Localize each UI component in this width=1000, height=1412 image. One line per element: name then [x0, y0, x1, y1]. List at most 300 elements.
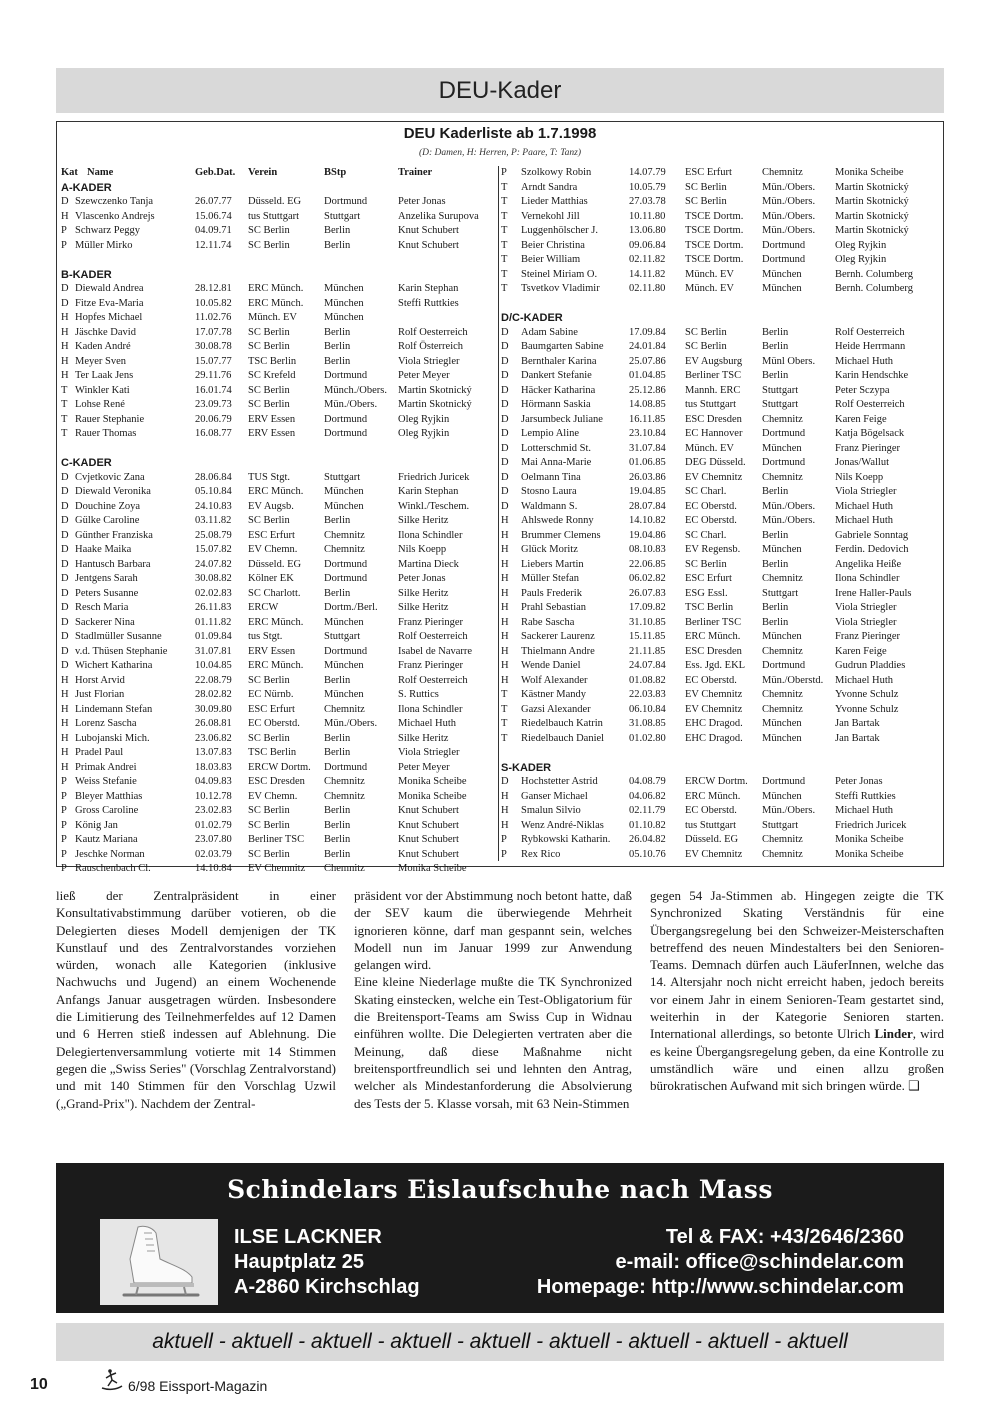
cell-birthdate: 17.07.78 — [195, 326, 232, 338]
table-row — [501, 848, 941, 863]
cell-club: ERC Münch. — [248, 283, 304, 294]
cell-club: TSC Berlin — [248, 747, 297, 758]
cell-kat: H — [501, 819, 509, 831]
cell-trainer: Viola Striegler — [398, 747, 460, 758]
table-row — [61, 471, 499, 486]
cell-name: Lotterschmid St. — [521, 442, 591, 454]
cell-club: EC Oberstd. — [685, 674, 737, 686]
cell-base: München — [762, 732, 802, 744]
cell-base: Mün./Obers. — [762, 515, 816, 526]
cell-name: Häcker Katharina — [521, 384, 596, 396]
article-text-1: ließ der Zentralpräsident in einer Konsultativabstimmung darüber votieren, ob die Delegierten dieses Modell demjenigen der TK Kunstlauf und des Zentralvorstandes vorziehen würden, wonach alle Kategorien (inklusive Nachwuchs und Jugend) an einem Wochenende Anfangs Januar ausgetragen würden. Insbesondere die Limitierung des Teilnehmerfeldes auf 12 Damen und 6 Herren stieß indessen auf Ablehnung. Die Delegiertenversammlung votierte mit 14 Stimmen gegen die „Swiss Series" (Vorschlag Zentralvorstand) und mit 140 Stimmen für den Vorschlag Uzwil („Grand-Prix"). Nachdem der Zentral- — [56, 888, 336, 1111]
table-row — [61, 529, 499, 544]
cell-name: Wende Daniel — [521, 660, 581, 671]
cell-club: ESC Erfurt — [248, 529, 295, 541]
cell-birthdate: 14.07.79 — [629, 167, 666, 178]
ad-email[interactable]: e-mail: office@schindelar.com — [615, 1251, 904, 1273]
cell-birthdate: 15.07.82 — [195, 544, 232, 555]
cell-kat: D — [501, 428, 509, 439]
cell-birthdate: 21.11.85 — [629, 645, 666, 657]
cell-birthdate: 16.01.74 — [195, 384, 232, 396]
cell-birthdate: 22.03.83 — [629, 689, 666, 700]
cell-birthdate: 14.11.82 — [629, 268, 666, 280]
table-row — [501, 587, 941, 602]
cell-trainer: Peter Jonas — [398, 573, 446, 584]
cell-base: Berlin — [324, 747, 351, 758]
cell-birthdate: 05.10.76 — [629, 848, 666, 860]
cell-name: Haake Maika — [75, 544, 132, 555]
cell-trainer: Oleg Ryjkin — [398, 428, 450, 439]
cell-trainer: S. Ruttics — [398, 689, 439, 700]
cell-club: SC Charl. — [685, 529, 727, 541]
table-row — [61, 500, 499, 515]
cell-kat: T — [501, 196, 508, 207]
table-title: DEU Kaderliste ab 1.7.1998 — [403, 125, 597, 142]
cell-kat: T — [501, 254, 508, 265]
cell-kat: T — [501, 268, 508, 280]
cell-kat: T — [501, 718, 508, 729]
cell-club: EV Chemnitz — [248, 863, 306, 874]
cell-name: Diewald Veronika — [75, 486, 151, 497]
article-text-2b: Eine kleine Niederlage mußte die TK Synchronized Skating einstecken, welche ein Test-Obligatorium für die Breitensport-Teams am Swiss Cup in Widnau einführen wollte. Die Delegierten vertraten aber die Meinung, daß diese Maßnahme nicht breitensportfreundlich sei und lehnten den Antrag, welcher als Mindestanforderung die Absolvierung des Tests der 5. Klasse vorsah, mit 63 Nein-Stimmen — [354, 974, 632, 1111]
cell-birthdate: 20.06.79 — [195, 413, 232, 425]
cell-trainer: Martin Skotnický — [398, 399, 472, 410]
cell-club: Münch. EV — [685, 442, 734, 454]
cell-club: Münch. EV — [685, 268, 734, 280]
table-row — [61, 717, 499, 732]
cell-trainer: Ferdin. Dedovich — [835, 544, 909, 555]
kader-table — [56, 121, 944, 874]
cell-trainer: Karen Feige — [835, 645, 887, 657]
cell-club: EC Hannover — [685, 428, 743, 439]
cell-club: SC Berlin — [248, 384, 290, 396]
cell-kat: H — [61, 761, 69, 773]
cell-kat: D — [501, 326, 509, 338]
cell-birthdate: 19.04.86 — [629, 529, 666, 541]
cell-name: Müller Mirko — [75, 239, 133, 251]
cell-club: ESG Essl. — [685, 587, 728, 599]
table-row — [501, 442, 941, 457]
cell-name: Vernekohl Jill — [521, 210, 580, 222]
cell-base: Dortmund — [762, 660, 806, 671]
cell-club: tus Stuttgart — [248, 210, 300, 222]
cell-name: Hopfes Michael — [75, 312, 143, 323]
cell-kat: H — [501, 558, 509, 570]
table-row — [501, 195, 941, 210]
cell-birthdate: 02.03.79 — [195, 848, 232, 860]
skater-logo-icon — [98, 1368, 124, 1394]
cell-name: Jentgens Sarah — [75, 573, 138, 584]
cell-club: EHC Dragod. — [685, 718, 743, 729]
cell-birthdate: 10.05.79 — [629, 181, 666, 193]
cell-birthdate: 31.10.85 — [629, 616, 666, 628]
cell-birthdate: 23.09.73 — [195, 399, 232, 410]
cell-trainer: Franz Pieringer — [835, 442, 901, 454]
section-banner — [56, 68, 944, 113]
table-row — [61, 645, 499, 660]
cell-birthdate: 22.08.79 — [195, 674, 232, 686]
cell-club: EHC Dragod. — [685, 732, 743, 744]
cell-name: Hochstetter Astrid — [521, 776, 598, 787]
ad-homepage[interactable]: Homepage: http://www.schindelar.com — [536, 1276, 904, 1298]
cell-kat: D — [61, 500, 69, 512]
table-row — [61, 413, 499, 428]
cell-birthdate: 24.07.84 — [629, 660, 666, 671]
cell-name: Dankert Stefanie — [521, 370, 592, 381]
cell-birthdate: 10.11.80 — [629, 210, 666, 222]
cell-base: Dortmund — [762, 428, 806, 439]
table-row — [501, 572, 941, 587]
table-row — [501, 456, 941, 471]
cell-base: München — [324, 312, 364, 323]
cell-base: Stuttgart — [324, 210, 361, 222]
cell-base: Chemnitz — [762, 848, 803, 860]
cell-trainer: Monika Scheibe — [398, 790, 467, 802]
cell-trainer: Rolf Oesterreich — [398, 674, 468, 686]
cell-name: Ahlswede Ronny — [521, 515, 594, 526]
table-row — [501, 355, 941, 370]
cell-kat: H — [501, 631, 509, 642]
cell-base: München — [324, 283, 364, 294]
table-row — [61, 369, 499, 384]
cell-club: ERV Essen — [248, 428, 296, 439]
cell-trainer: Martin Skotnický — [835, 210, 909, 222]
cell-birthdate: 02.11.79 — [629, 805, 666, 816]
cell-base: München — [324, 689, 364, 700]
cell-trainer: Franz Pieringer — [398, 616, 464, 628]
cell-birthdate: 10.12.78 — [195, 790, 232, 802]
cell-base: Chemnitz — [762, 573, 803, 584]
cell-kat: T — [61, 413, 68, 425]
cell-name: Thielmann Andre — [521, 645, 595, 657]
cell-birthdate: 24.01.84 — [629, 341, 666, 352]
table-row — [501, 268, 941, 283]
table-row — [501, 659, 941, 674]
section-heading: D/C-KADER — [501, 312, 563, 324]
cell-trainer: Katja Bögelsack — [835, 428, 905, 439]
cell-birthdate: 02.02.83 — [195, 587, 232, 599]
cell-club: EV Chemn. — [248, 790, 298, 802]
cell-trainer: Winkl./Teschem. — [398, 500, 470, 512]
cell-trainer: Michael Huth — [835, 355, 894, 367]
cell-birthdate: 17.09.82 — [629, 602, 666, 613]
cell-birthdate: 26.07.77 — [195, 196, 232, 207]
cell-birthdate: 29.11.76 — [195, 370, 232, 381]
cell-trainer: Bernh. Columberg — [835, 283, 913, 294]
table-row — [61, 819, 499, 834]
cell-base: Dortmund — [762, 457, 806, 468]
cell-club: EV Regensb. — [685, 544, 741, 555]
cell-trainer: Rolf Oesterreich — [835, 326, 905, 338]
cell-name: Rauer Stephanie — [75, 413, 145, 425]
cell-name: Stosno Laura — [521, 486, 577, 497]
cell-birthdate: 14.08.85 — [629, 399, 666, 410]
cell-club: ERC Münch. — [685, 790, 741, 802]
cell-name: Resch Maria — [75, 602, 129, 613]
cell-name: Winkler Kati — [75, 384, 130, 396]
cell-base: Berlin — [324, 225, 351, 236]
ad-street: Hauptplatz 25 — [234, 1251, 365, 1273]
cell-trainer: Martin Skotnický — [835, 196, 909, 207]
cell-base: München — [762, 442, 802, 454]
cell-base: Dortmund — [762, 254, 806, 265]
cell-base: Mün./Obers. — [324, 718, 378, 729]
cell-name: Rauer Thomas — [75, 428, 137, 439]
cell-birthdate: 10.05.82 — [195, 297, 232, 309]
section-heading: C-KADER — [61, 457, 112, 469]
cell-club: TSCE Dortm. — [685, 225, 744, 236]
cell-birthdate: 01.04.85 — [629, 370, 666, 381]
cell-birthdate: 28.02.82 — [195, 689, 232, 700]
cell-trainer: Monika Scheibe — [398, 776, 467, 787]
cell-name: Kautz Mariana — [75, 834, 138, 845]
ad-title: Schindelars Eislaufschuhe nach Mass — [227, 1175, 773, 1204]
cell-kat: T — [501, 703, 508, 715]
cell-birthdate: 02.11.80 — [629, 283, 666, 294]
cell-name: Beier Christina — [521, 239, 585, 251]
cell-birthdate: 05.10.84 — [195, 486, 232, 497]
cell-kat: D — [61, 602, 69, 613]
cell-name: Tsvetkov Vladimir — [521, 283, 600, 294]
cell-trainer: Knut Schubert — [398, 819, 459, 831]
ad-contact — [537, 1225, 904, 1300]
aktuell-banner: aktuell - aktuell - aktuell - aktuell - aktuell - aktuell - aktuell - aktuell - aktuell — [56, 1323, 944, 1361]
cell-kat: D — [61, 486, 69, 497]
cell-base: Mün./Obers. — [762, 805, 816, 816]
cell-club: SC Berlin — [248, 341, 290, 352]
cell-club: TSCE Dortm. — [685, 239, 744, 251]
cell-birthdate: 13.07.83 — [195, 747, 232, 758]
cell-trainer: Anzelika Surupova — [398, 210, 479, 222]
cell-trainer: Peter Jonas — [835, 776, 883, 787]
cell-base: Berlin — [762, 370, 789, 381]
cell-name: Jarsumbeck Juliane — [521, 413, 603, 425]
cell-base: Berlin — [324, 355, 351, 367]
cell-name: Waldmann S. — [521, 500, 578, 512]
cell-club: ERC Münch. — [248, 616, 304, 628]
cell-kat: T — [501, 181, 508, 193]
table-row — [61, 355, 499, 370]
cell-trainer: Yvonne Schulz — [835, 689, 899, 700]
cell-club: TUS Stgt. — [248, 471, 291, 483]
table-row — [61, 572, 499, 587]
cell-club: SC Berlin — [685, 558, 727, 570]
cell-club: ESC Dresden — [685, 645, 742, 657]
cell-kat: D — [61, 558, 69, 570]
cell-kat: D — [61, 616, 69, 628]
cell-birthdate: 22.06.85 — [629, 558, 666, 570]
cell-name: Steinel Miriam O. — [521, 268, 598, 280]
cell-club: SC Berlin — [685, 181, 727, 193]
cell-base: Chemnitz — [324, 776, 365, 787]
cell-club: SC Berlin — [685, 341, 727, 352]
cell-base: München — [762, 790, 802, 802]
cell-club: EC Oberstd. — [685, 805, 737, 816]
cell-name: Smalun Silvio — [521, 805, 581, 816]
table-row — [61, 761, 499, 776]
cell-kat: T — [501, 225, 508, 236]
cell-base: Mün./Oberstd. — [762, 674, 824, 686]
cell-name: Meyer Sven — [75, 355, 127, 367]
cell-base: Berlin — [762, 616, 789, 628]
ad-city: A-2860 Kirchschlag — [234, 1276, 420, 1298]
cell-trainer: Ilona Schindler — [398, 529, 463, 541]
cell-trainer: Monika Scheibe — [835, 834, 904, 845]
table-row — [61, 384, 499, 399]
cell-trainer: Gabriele Sonntag — [835, 529, 909, 541]
cell-base: Berlin — [324, 674, 351, 686]
table-header-row — [61, 166, 499, 181]
table-row — [61, 659, 499, 674]
cell-trainer: Knut Schubert — [398, 805, 459, 816]
cell-kat: H — [501, 805, 509, 816]
cell-name: Oelmann Tina — [521, 471, 581, 483]
cell-trainer: Steffi Ruttkies — [398, 297, 459, 309]
cell-kat: H — [501, 587, 509, 599]
table-row — [61, 703, 499, 718]
table-row — [501, 601, 941, 616]
cell-club: SC Berlin — [248, 399, 290, 410]
cell-trainer: Peter Sczypa — [835, 384, 890, 396]
cell-name: Rybkowski Katharin. — [521, 834, 611, 845]
cell-trainer: Yvonne Schulz — [835, 703, 899, 715]
cell-name: Lorenz Sascha — [75, 718, 137, 729]
header-verein: Verein — [248, 167, 278, 178]
table-row — [501, 224, 941, 239]
table-row — [501, 413, 941, 428]
cell-base: München — [324, 616, 364, 628]
cell-birthdate: 11.02.76 — [195, 312, 232, 323]
cell-kat: D — [501, 457, 509, 468]
header-bstp: BStp — [324, 167, 347, 178]
cell-club: ESC Dresden — [248, 776, 305, 787]
table-row — [61, 587, 499, 602]
cell-kat: P — [61, 805, 67, 816]
cell-kat: H — [61, 732, 69, 744]
cell-trainer: Michael Huth — [398, 718, 457, 729]
cell-base: München — [762, 283, 802, 294]
cell-trainer: Martin Skotnický — [398, 384, 472, 396]
cell-club: SC Berlin — [248, 848, 290, 860]
cell-birthdate: 13.06.80 — [629, 225, 666, 236]
footer-text: 6/98 Eissport-Magazin — [128, 1378, 268, 1394]
table-row — [61, 514, 499, 529]
cell-kat: H — [61, 718, 69, 729]
cell-name: Bleyer Matthias — [75, 790, 143, 802]
cell-club: TSCE Dortm. — [685, 210, 744, 222]
cell-birthdate: 19.04.85 — [629, 486, 666, 497]
table-row — [501, 543, 941, 558]
cell-trainer: Karin Stephan — [398, 486, 459, 497]
cell-club: SC Berlin — [248, 674, 290, 686]
cell-birthdate: 26.04.82 — [629, 834, 666, 845]
table-row — [61, 688, 499, 703]
table-row — [61, 848, 499, 863]
table-left-column — [61, 166, 499, 877]
cell-club: ESC Erfurt — [685, 167, 732, 178]
cell-trainer: Franz Pieringer — [398, 660, 464, 671]
cell-base: Stuttgart — [762, 819, 799, 831]
table-row — [501, 790, 941, 805]
cell-name: Rabe Sascha — [521, 616, 575, 628]
cell-club: SC Berlin — [685, 326, 727, 338]
cell-base: Stuttgart — [324, 631, 361, 642]
cell-birthdate: 03.11.82 — [195, 515, 232, 526]
cell-club: SC Berlin — [248, 239, 290, 251]
cell-birthdate: 17.09.84 — [629, 326, 666, 338]
cell-base: Chemnitz — [762, 645, 803, 657]
cell-base: Berlin — [324, 819, 351, 831]
cell-kat: H — [501, 790, 509, 802]
cell-club: TSCE Dortm. — [685, 254, 744, 265]
table-row — [61, 340, 499, 355]
cell-base: München — [762, 268, 802, 280]
cell-birthdate: 01.08.82 — [629, 674, 666, 686]
table-row — [61, 616, 499, 631]
magazine-logo — [98, 1368, 124, 1397]
section-gap — [61, 442, 499, 457]
section-gap — [501, 746, 941, 761]
cell-name: Beier William — [521, 254, 581, 265]
cell-base: Chemnitz — [324, 790, 365, 802]
cell-trainer: Friedrich Juricek — [835, 819, 907, 831]
header-trainer: Trainer — [398, 167, 433, 178]
cell-name: Stadlmüller Susanne — [75, 631, 162, 642]
cell-kat: D — [61, 283, 69, 294]
cell-name: Arndt Sandra — [521, 181, 578, 193]
cell-name: Mai Anna-Marie — [521, 457, 592, 468]
table-row — [501, 485, 941, 500]
page-number: 10 — [30, 1376, 48, 1393]
cell-kat: T — [61, 428, 68, 439]
cell-kat: D — [501, 442, 509, 454]
cell-trainer: Heide Herrmann — [835, 341, 906, 352]
cell-name: Lubojanski Mich. — [75, 732, 150, 744]
cell-base: München — [324, 500, 364, 512]
cell-birthdate: 09.06.84 — [629, 239, 666, 251]
cell-kat: H — [501, 660, 509, 671]
cell-kat: H — [61, 747, 69, 758]
article-column-3 — [650, 887, 944, 1095]
cell-name: Prahl Sebastian — [521, 602, 587, 613]
cell-kat: D — [61, 544, 69, 555]
cell-birthdate: 30.08.82 — [195, 573, 232, 584]
cell-kat: D — [61, 660, 69, 671]
table-row — [501, 688, 941, 703]
cell-birthdate: 23.10.84 — [629, 428, 666, 439]
cell-club: Ess. Jgd. EKL — [685, 660, 746, 671]
cell-kat: H — [61, 703, 69, 715]
cell-name: Rex Rico — [521, 848, 561, 860]
cell-kat: D — [501, 500, 509, 512]
cell-trainer: Michael Huth — [835, 674, 894, 686]
cell-club: EV Chemn. — [248, 544, 298, 555]
cell-base: Berlin — [324, 341, 351, 352]
cell-birthdate: 06.02.82 — [629, 573, 666, 584]
cell-club: Mannh. ERC — [685, 384, 741, 396]
cell-birthdate: 01.11.82 — [195, 616, 232, 628]
cell-birthdate: 24.07.82 — [195, 558, 232, 570]
cell-base: Mün./Obers. — [762, 225, 816, 236]
cell-name: Primak Andrei — [75, 761, 137, 773]
cell-birthdate: 10.04.85 — [195, 660, 232, 671]
cell-base: Berlin — [762, 529, 789, 541]
cell-base: München — [762, 631, 802, 642]
cell-club: EV Chemnitz — [685, 703, 743, 715]
cell-name: Rauschenbach Cl. — [75, 863, 151, 874]
cell-kat: T — [501, 239, 508, 251]
cell-club: Münch. EV — [248, 312, 297, 323]
